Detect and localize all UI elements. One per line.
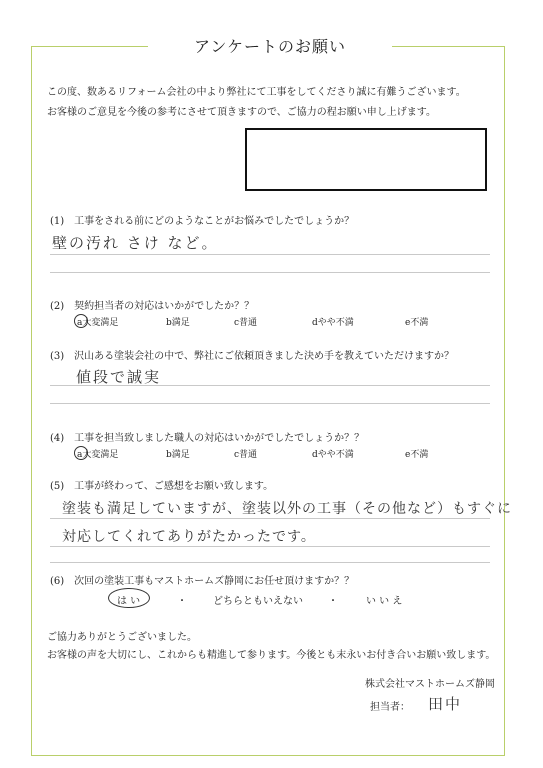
answer-line — [50, 385, 490, 386]
q6-option-neither: どちらともいえない — [213, 596, 303, 607]
q2-option-a: a大変満足 — [77, 318, 119, 328]
intro-line-1: この度、数あるリフォーム会社の中より弊社にて工事をしてくださり誠に有難うございます。 — [47, 87, 466, 98]
q4-option-b: b満足 — [166, 450, 190, 460]
q2-option-d: dやや不満 — [312, 318, 354, 328]
q6-option-yes: は い — [117, 596, 141, 607]
answer-1: 壁の汚れ さけ など。 — [52, 234, 219, 252]
answer-5-line-2: 対応してくれてありがたかったです。 — [62, 529, 316, 545]
answer-5-line-1: 塗装も満足していますが、塗装以外の工事（その他など）もすぐに — [62, 501, 512, 517]
closing-message: お客様の声を大切にし、これからも精進して参ります。今後とも末永いお付き合いお願い致します。 — [47, 650, 496, 661]
answer-line — [50, 403, 490, 404]
question-4: (4) 工事を担当致しました職人の対応はいかがでしたでしょうか？？ — [50, 433, 365, 444]
q6-separator-2: ・ — [328, 596, 338, 607]
q6-separator-1: ・ — [177, 596, 187, 607]
answer-line — [50, 518, 490, 519]
redaction-box — [245, 128, 487, 191]
answer-line — [50, 272, 490, 273]
question-2: (2) 契約担当者の対応はいかがでしたか？？ — [50, 301, 255, 312]
q2-option-c: c普通 — [234, 318, 258, 328]
q2-option-b: b満足 — [166, 318, 190, 328]
thanks-text: ご協力ありがとうございました。 — [47, 632, 197, 643]
question-5: (5) 工事が終わって、ご感想をお願い致します。 — [50, 481, 274, 492]
intro-text — [47, 83, 466, 123]
answer-line — [50, 546, 490, 547]
title-area — [0, 35, 543, 59]
q4-option-c: c普通 — [234, 450, 258, 460]
intro-line-2: お客様のご意見を今後の参考にさせて頂きますので、ご協力の程お願い申し上げます。 — [47, 107, 436, 118]
q4-option-a: a大変満足 — [77, 450, 119, 460]
answer-3: 値段で誠実 — [76, 368, 162, 386]
question-3: (3) 沢山ある塗装会社の中で、弊社にご依頼頂きました決め手を教えていただけますか？ — [50, 351, 454, 362]
q4-option-e: e不満 — [405, 450, 429, 460]
page-title: アンケートのお願い — [148, 35, 392, 59]
q6-option-no: い い え — [366, 596, 403, 607]
staff-label: 担当者： — [370, 702, 410, 713]
answer-line — [50, 562, 490, 563]
question-6: (6) 次回の塗装工事もマストホームズ静岡にお任せ頂けますか？？ — [50, 576, 355, 587]
question-1: (1) 工事をされる前にどのようなことがお悩みでしたでしょうか？ — [50, 216, 355, 227]
company-name: 株式会社マストホームズ静岡 — [365, 679, 495, 690]
answer-line — [50, 254, 490, 255]
staff-signature: 田中 — [428, 695, 463, 713]
q4-option-d: dやや不満 — [312, 450, 354, 460]
q2-option-e: e不満 — [405, 318, 429, 328]
